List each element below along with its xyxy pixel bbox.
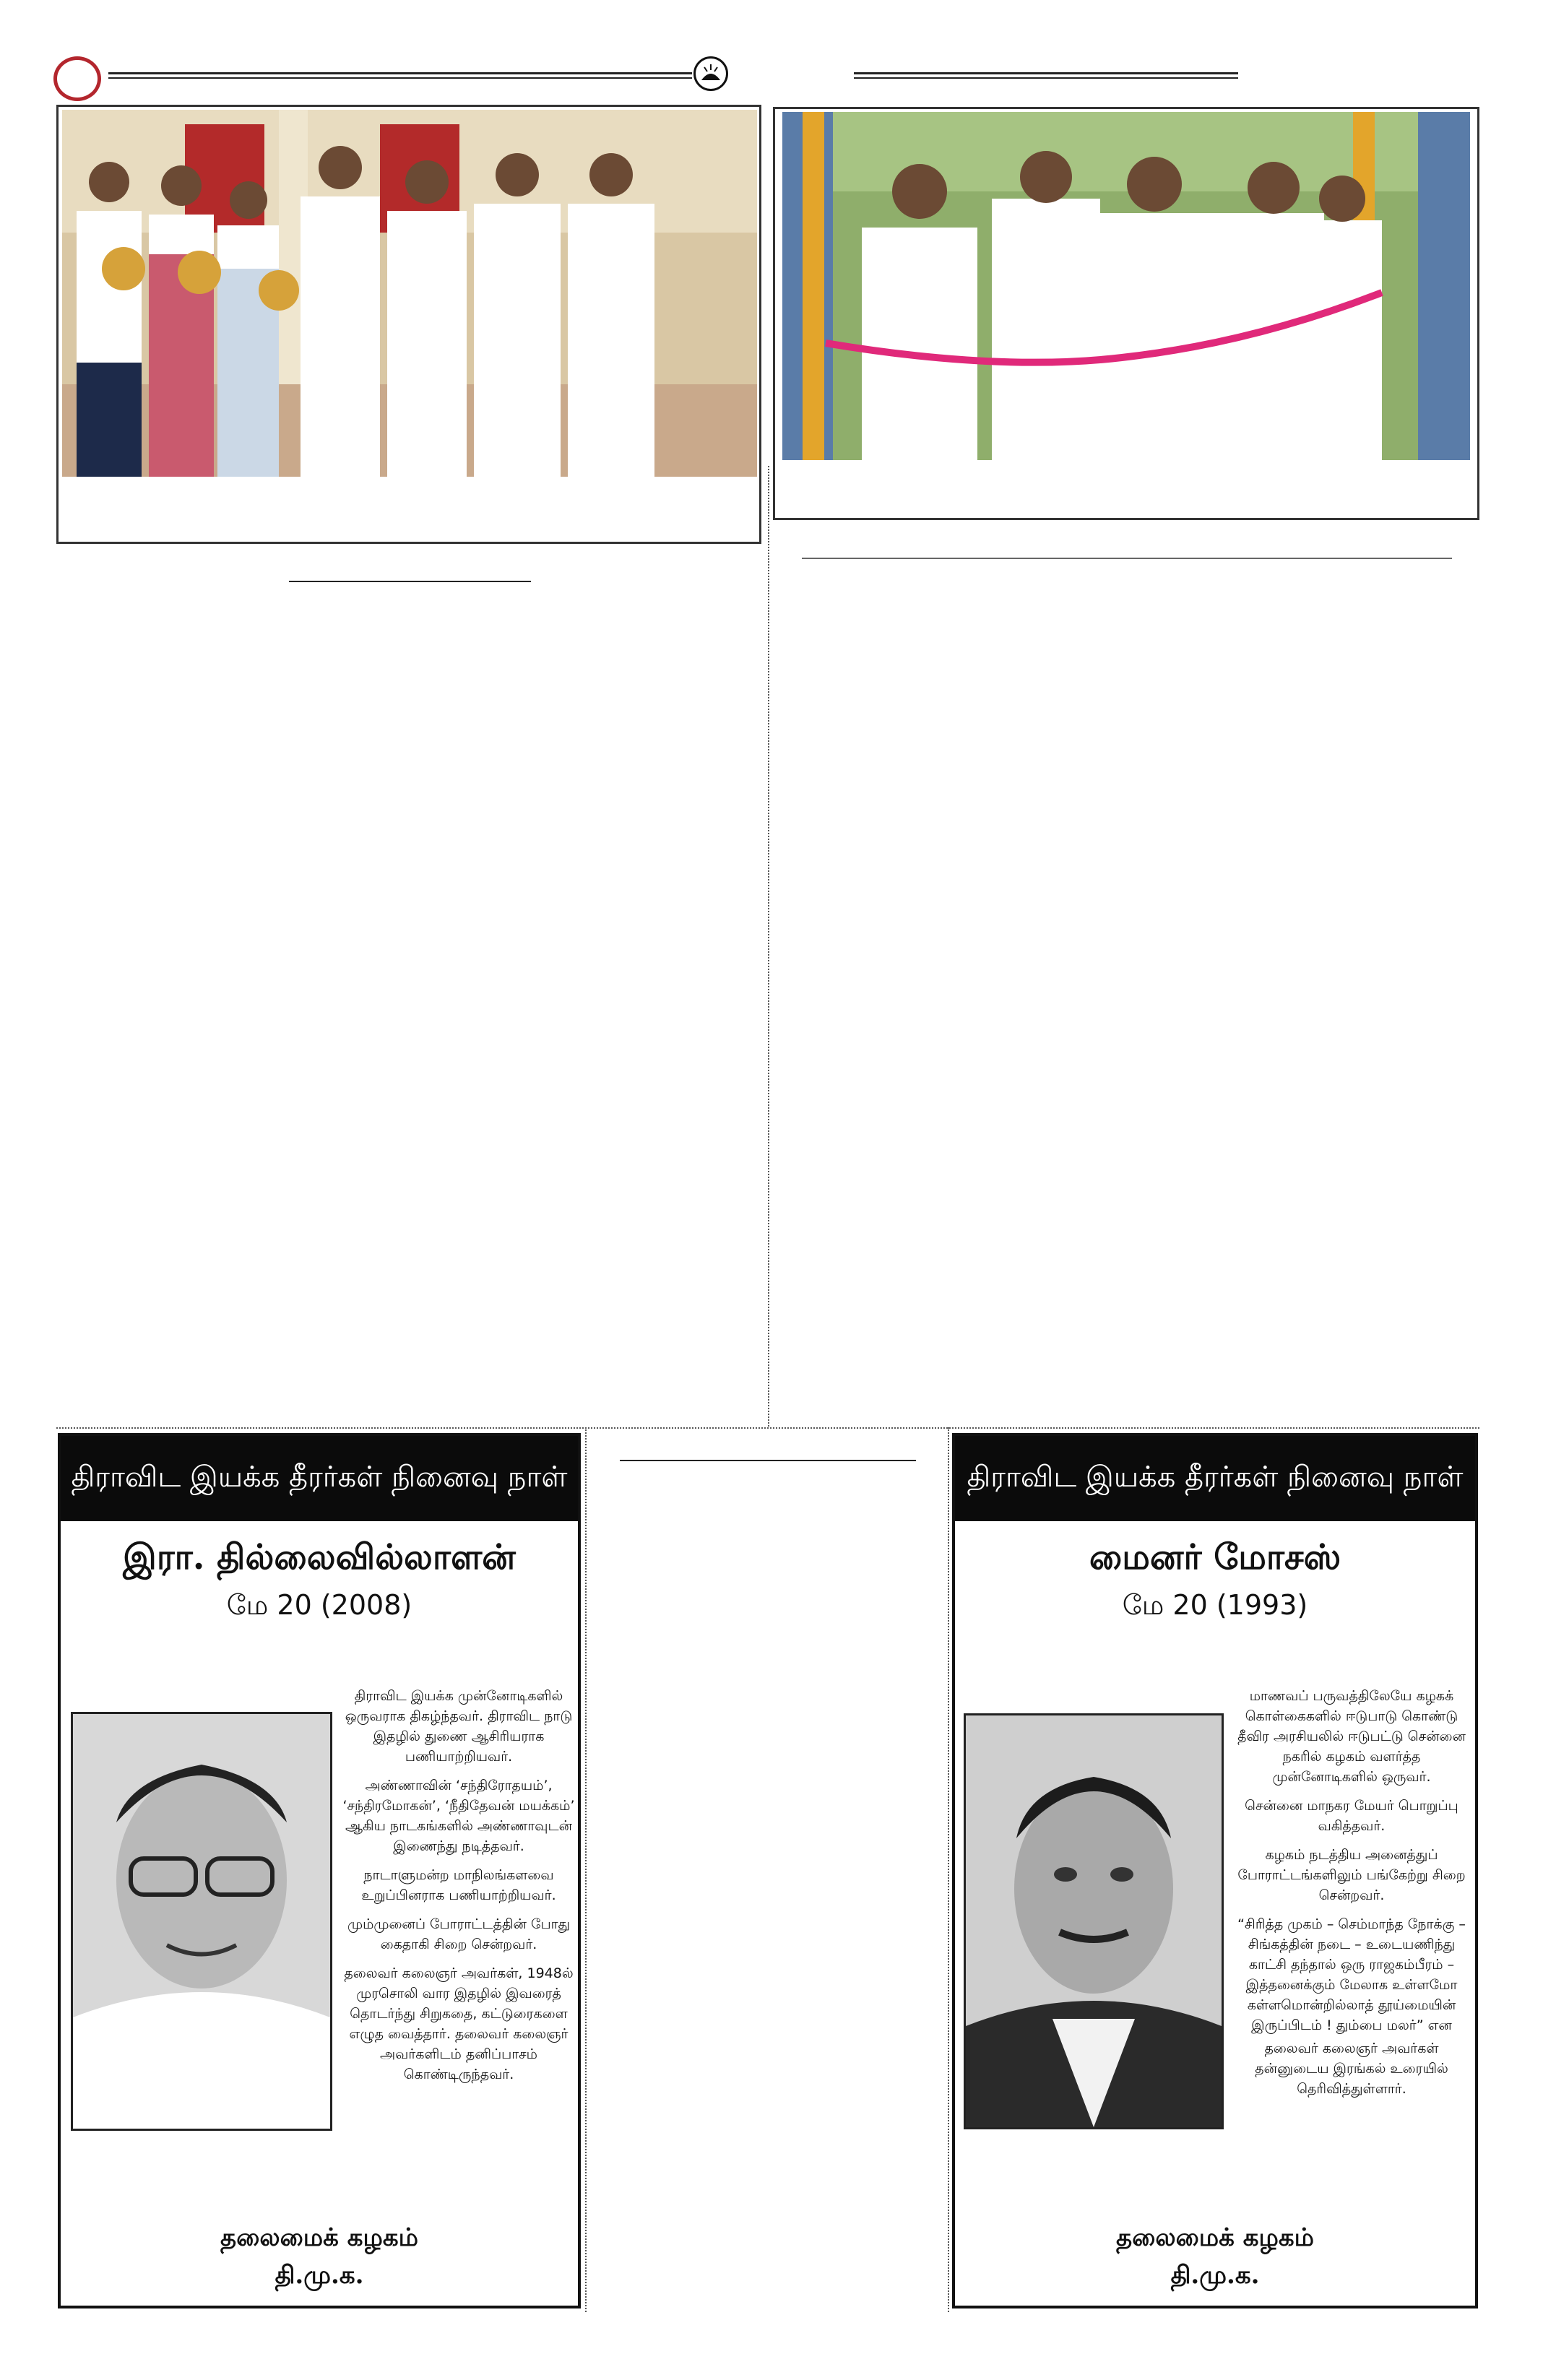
- header-rule-right-top: [854, 72, 1238, 74]
- footer-line-2: தி.மு.க.: [1170, 2261, 1260, 2290]
- memorial-bio: [1229, 1686, 1474, 2108]
- header-rule-left-top: [108, 72, 692, 74]
- memorial-banner: திராவிட இயக்க தீரர்கள் நினைவு நாள்: [955, 1436, 1475, 1521]
- award-presentation-photo: [62, 110, 757, 477]
- ribbon-cutting-photo: [782, 112, 1470, 460]
- column-divider-bottom-left: [585, 1427, 587, 2312]
- footer-line-1: தலைமைக் கழகம்: [220, 2223, 418, 2252]
- bio-paragraph: தலைவர் கலைஞர் அவர்கள் தன்னுடைய இரங்கல் உரையில் தெரிவித்துள்ளார்.: [1255, 2041, 1448, 2097]
- bio-paragraph: சென்னை மாநகர மேயர் பொறுப்பு வகித்தவர்.: [1245, 1798, 1458, 1834]
- caption-rule-left: [289, 581, 531, 582]
- bio-paragraph: அண்ணாவின் ‘சந்திரோதயம்’, ‘சந்திரமோகன்’, ‘நீதிதேவன் மயக்கம்’ ஆகிய நாடகங்களில் அண்ணாவுடன் இணைந்து நடித்தவர்.: [342, 1778, 575, 1854]
- column-divider-bottom-right: [948, 1427, 949, 2312]
- section-divider: [56, 1427, 1479, 1429]
- footer-line-1: தலைமைக் கழகம்: [1116, 2223, 1314, 2252]
- page-logo-circle: [53, 56, 101, 101]
- rising-sun-emblem-icon: [693, 56, 728, 91]
- bio-paragraph: திராவிட இயக்க முன்னோடிகளில் ஒருவராக திகழ்ந்தவர். திராவிட நாடு இதழில் துணை ஆசிரியராக பணியாற்றியவர்.: [345, 1688, 573, 1765]
- memorial-footer: [61, 2219, 578, 2294]
- header-rule-left-bottom: [108, 77, 692, 79]
- memorial-footer: [955, 2219, 1475, 2294]
- bio-paragraph: தலைவர் கலைஞர் அவர்கள், 1948ல் முரசொலி வார இதழில் இவரைத் தொடர்ந்து சிறுகதை, கட்டுரைகளை எழுத வைத்தார். தலைவர் கலைஞர் அவர்களிடம் தனிப்பாசம் கொண்டிருந்தவர்.: [344, 1965, 574, 2082]
- memorial-date: மே 20 (2008): [226, 1589, 412, 1621]
- bio-paragraph: மாணவப் பருவத்திலேயே கழகக் கொள்கைகளில் ஈடுபாடு கொண்டு தீவிர அரசியலில் ஈடுபட்டு சென்னை நகரில் கழகம் வளர்த்த முன்னோடிகளில் ஒருவர்.: [1237, 1688, 1466, 1785]
- portrait-photo: [71, 1712, 332, 2131]
- memorial-ad-1: [58, 1433, 581, 2308]
- bio-paragraph: நாடாளுமன்ற மாநிலங்களவை உறுப்பினராக பணியாற்றியவர்.: [361, 1867, 556, 1903]
- portrait-photo: [964, 1713, 1224, 2129]
- header-rule-right-bottom: [854, 77, 1238, 79]
- memorial-name: இரா. தில்லைவில்லாளன்: [123, 1537, 516, 1578]
- memorial-date: மே 20 (1993): [1122, 1589, 1308, 1621]
- memorial-bio: [340, 1686, 578, 2093]
- footer-line-2: தி.மு.க.: [275, 2261, 364, 2290]
- memorial-banner: திராவிட இயக்க தீரர்கள் நினைவு நாள்: [61, 1436, 578, 1521]
- column-divider-top: [768, 466, 769, 1427]
- memorial-name: மைனர் மோசஸ்: [1089, 1537, 1341, 1578]
- memorial-ad-2: [952, 1433, 1478, 2308]
- bio-paragraph: கழகம் நடத்திய அனைத்துப் போராட்டங்களிலும் பங்கேற்று சிறை சென்றவர்.: [1237, 1847, 1466, 1903]
- bio-paragraph: மும்முனைப் போராட்டத்தின் போது கைதாகி சிறை சென்றவர்.: [347, 1916, 571, 1952]
- middle-column-rule: [620, 1460, 916, 1461]
- bio-paragraph: “சிரித்த முகம் – செம்மாந்த நோக்கு – சிங்கத்தின் நடை – உடையணிந்து காட்சி தந்தால் ஒரு ராஜகம்பீரம் – இத்தனைக்கும் மேலாக உள்ளமோ கள்ளமொன்றில்லாத் தூய்மையின் இருப்பிடம் ! தும்பை மலர்” என: [1237, 1916, 1466, 2033]
- caption-rule-right: [802, 558, 1452, 559]
